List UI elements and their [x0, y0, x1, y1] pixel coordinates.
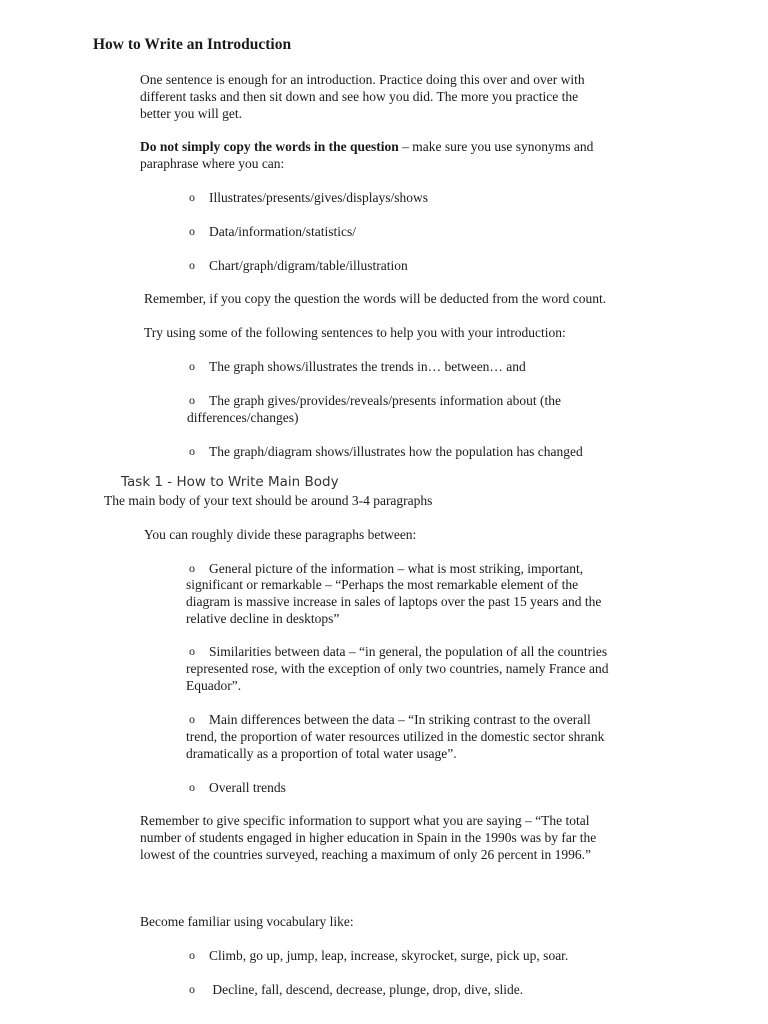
- list-item: The graph shows/illustrates the trends in… between… and: [209, 359, 526, 374]
- remember-note: lowest of the countries surveyed, reaching a maximum of only 26 percent in 1996.”: [140, 847, 591, 862]
- bullet-marker: o: [189, 644, 195, 658]
- section-heading: Task 1 - How to Write Main Body: [121, 474, 339, 490]
- page-title: How to Write an Introduction: [93, 36, 292, 53]
- list-item: The graph/diagram shows/illustrates how the population has changed: [209, 444, 583, 459]
- advice-bold-text: Do not simply copy the words in the question: [140, 139, 399, 154]
- bullet-marker: o: [189, 948, 195, 962]
- bullet-marker: o: [189, 444, 195, 458]
- list-item: Chart/graph/digram/table/illustration: [209, 258, 408, 273]
- remember-note: number of students engaged in higher education in Spain in the 1990s was by far the: [140, 830, 597, 845]
- advice-rest-text: – make sure you use synonyms and: [398, 139, 594, 154]
- remember-note: Remember, if you copy the question the words will be deducted from the word count.: [144, 291, 607, 306]
- remember-note: Remember to give specific information to support what you are saying – “The total: [140, 813, 590, 828]
- list-item: General picture of the information – what is most striking, important,: [209, 561, 584, 576]
- vocab-intro: Become familiar using vocabulary like:: [140, 914, 354, 929]
- bullet-marker: o: [189, 359, 195, 373]
- bullet-marker: o: [189, 258, 195, 272]
- main-body-line: The main body of your text should be around 3-4 paragraphs: [104, 493, 433, 508]
- advice-line: paraphrase where you can:: [140, 156, 285, 171]
- intro-line: different tasks and then sit down and see how you did. The more you practice the: [140, 89, 579, 104]
- bullet-marker: o: [189, 561, 195, 575]
- list-item-continued: diagram is massive increase in sales of laptops over the past 15 years and the: [186, 594, 602, 609]
- bullet-marker: o: [189, 190, 195, 204]
- list-item-continued: significant or remarkable – “Perhaps the most remarkable element of the: [186, 577, 579, 592]
- list-item-continued: relative decline in desktops”: [186, 611, 340, 626]
- list-item: Overall trends: [209, 780, 286, 795]
- list-item-continued: Equador”.: [186, 678, 242, 693]
- list-item: Climb, go up, jump, leap, increase, skyrocket, surge, pick up, soar.: [209, 948, 569, 963]
- bullet-marker: o: [189, 224, 195, 238]
- list-item-continued: dramatically as a proportion of total water usage”.: [186, 746, 457, 761]
- bullet-marker: o: [189, 712, 195, 726]
- list-item: The graph gives/provides/reveals/presents information about (the: [209, 393, 562, 408]
- advice-line: [140, 138, 593, 155]
- divide-line: You can roughly divide these paragraphs between:: [144, 527, 417, 542]
- bullet-marker: o: [189, 982, 195, 996]
- try-sentences-intro: Try using some of the following sentences to help you with your introduction:: [144, 325, 566, 340]
- list-item: Data/information/statistics/: [209, 224, 356, 239]
- list-item: Illustrates/presents/gives/displays/shows: [209, 190, 428, 205]
- intro-line: better you will get.: [140, 106, 242, 121]
- bullet-marker: o: [189, 393, 195, 407]
- list-item: Decline, fall, descend, decrease, plunge, drop, dive, slide.: [209, 982, 524, 997]
- intro-line: One sentence is enough for an introduction. Practice doing this over and over with: [140, 72, 585, 87]
- list-item-continued: represented rose, with the exception of only two countries, namely France and: [186, 661, 609, 676]
- list-item-continued: differences/changes): [187, 410, 299, 425]
- list-item-continued: trend, the proportion of water resources utilized in the domestic sector shrank: [186, 729, 605, 744]
- bullet-marker: o: [189, 780, 195, 794]
- list-item: Similarities between data – “in general, the population of all the countries: [209, 644, 608, 659]
- list-item: Main differences between the data – “In striking contrast to the overall: [209, 712, 591, 727]
